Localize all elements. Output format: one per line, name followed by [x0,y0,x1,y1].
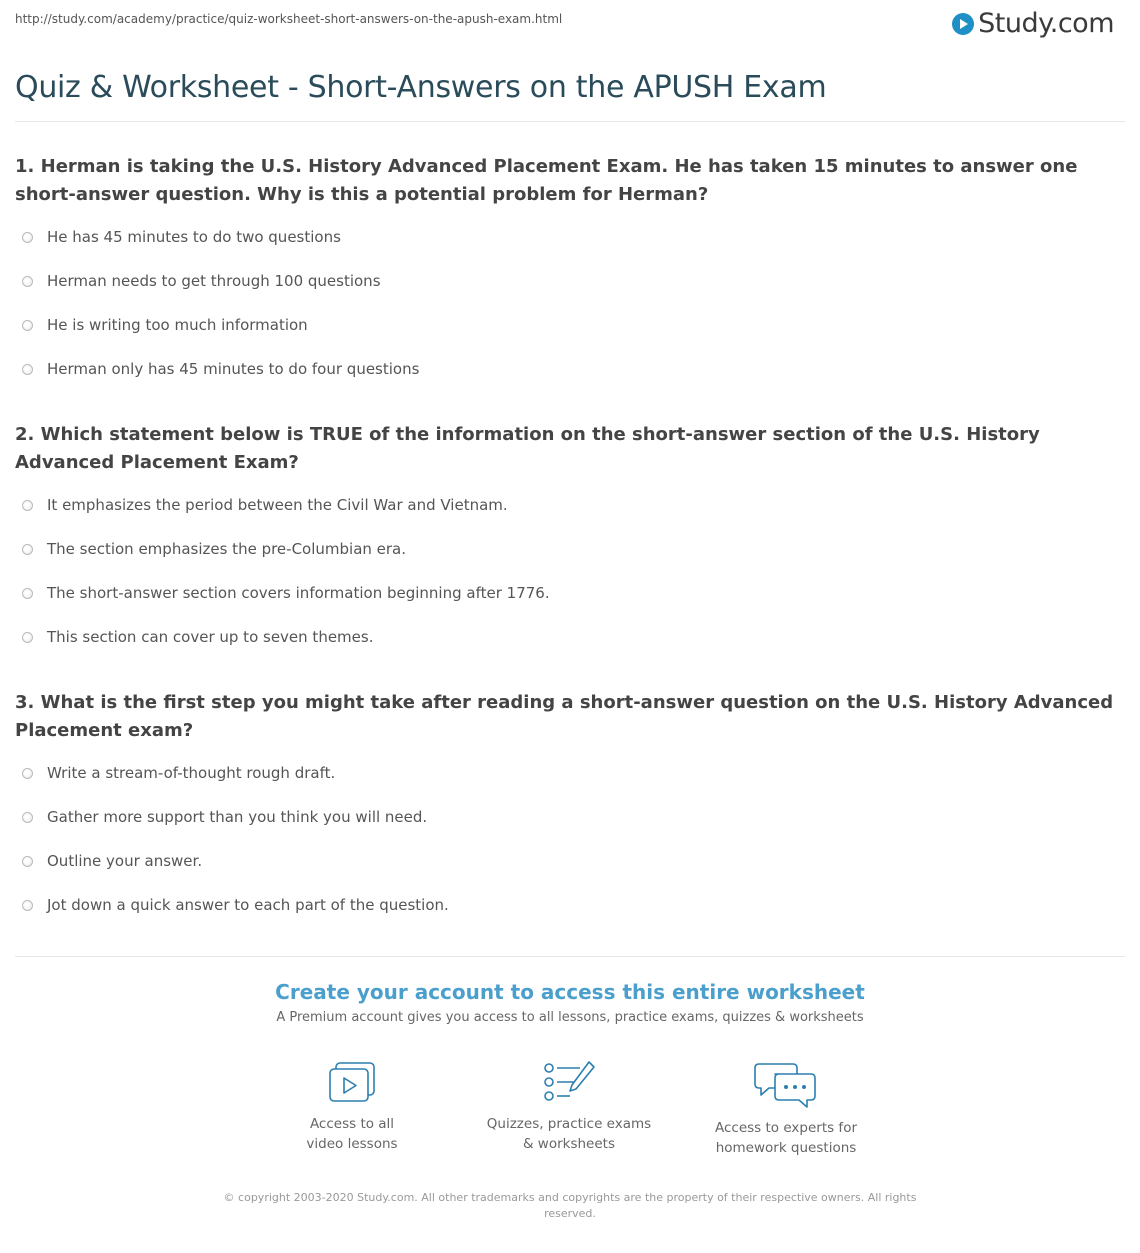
feature-line: homework questions [715,1140,857,1156]
answer-option[interactable] [22,360,419,404]
answer-option[interactable] [22,316,419,360]
radio-button[interactable] [22,588,33,599]
feature-line: & worksheets [522,1136,615,1152]
question-1: 1. Herman is taking the U.S. History Advanced Placement Exam. He has taken 15 minutes to answer one short-answer question. Why is this a potential problem for Herman? [15,156,1078,205]
answer-option[interactable] [22,628,550,672]
answer-text: Outline your answer. [47,852,203,870]
cta-divider [15,956,1125,957]
create-account-link[interactable]: Create your account to access this entire worksheet [275,980,865,1004]
answer-option[interactable] [22,584,550,628]
radio-button[interactable] [22,364,33,375]
radio-button[interactable] [22,500,33,511]
feature-line: Quizzes, practice exams [486,1116,652,1132]
chat-bubbles-icon [753,1060,819,1112]
radio-button[interactable] [22,900,33,911]
answer-option[interactable] [22,272,419,316]
question-1-options [22,228,419,404]
feature-line: Access to experts for [714,1120,857,1136]
radio-button[interactable] [22,544,33,555]
cta-subtitle: A Premium account gives you access to all lessons, practice exams, quizzes & worksheets [276,1010,864,1025]
answer-text: This section can cover up to seven themes. [47,628,374,646]
answer-option[interactable] [22,896,449,940]
answer-option[interactable] [22,764,449,808]
feature-line: video lessons [306,1136,398,1152]
radio-button[interactable] [22,768,33,779]
radio-button[interactable] [22,276,33,287]
radio-button[interactable] [22,812,33,823]
answer-option[interactable] [22,228,419,272]
feature-video-lessons [262,1060,442,1154]
page-title: Quiz & Worksheet - Short-Answers on the APUSH Exam [15,70,827,105]
feature-experts [696,1060,876,1158]
page-url: http://study.com/academy/practice/quiz-worksheet-short-answers-on-the-apush-exam.html [15,12,563,26]
answer-option[interactable] [22,808,449,852]
answer-option[interactable] [22,540,550,584]
question-3-options [22,764,449,940]
answer-text: Herman only has 45 minutes to do four questions [47,360,420,378]
answer-text: Gather more support than you think you will need. [47,808,428,826]
copyright-notice: © copyright 2003-2020 Study.com. All other trademarks and copyrights are the property of their respective owners. All rights reserved. [223,1191,917,1220]
question-2-options [22,496,550,672]
question-2: 2. Which statement below is TRUE of the information on the short-answer section of the U.S. History Advanced Placement Exam? [15,424,1040,473]
radio-button[interactable] [22,232,33,243]
video-lessons-icon [325,1060,379,1108]
logo-text: Study.com [978,8,1114,39]
question-3: 3. What is the first step you might take after reading a short-answer question on the U.S. History Advanced Placement exam? [15,692,1114,741]
radio-button[interactable] [22,632,33,643]
answer-text: Write a stream-of-thought rough draft. [47,764,336,782]
answer-option[interactable] [22,496,550,540]
play-logo-icon [952,13,974,35]
answer-text: The section emphasizes the pre-Columbian era. [47,540,407,558]
answer-text: It emphasizes the period between the Civil War and Vietnam. [47,496,508,514]
title-divider [15,121,1125,122]
answer-text: He has 45 minutes to do two questions [47,228,341,246]
quiz-checklist-icon [540,1060,598,1108]
answer-option[interactable] [22,852,449,896]
radio-button[interactable] [22,320,33,331]
feature-line: Access to all [309,1116,395,1132]
radio-button[interactable] [22,856,33,867]
answer-text: Herman needs to get through 100 questions [47,272,381,290]
study-logo[interactable] [952,8,1114,39]
answer-text: He is writing too much information [47,316,308,334]
answer-text: The short-answer section covers information beginning after 1776. [47,584,550,602]
answer-text: Jot down a quick answer to each part of the question. [47,896,449,914]
feature-quizzes [479,1060,659,1154]
